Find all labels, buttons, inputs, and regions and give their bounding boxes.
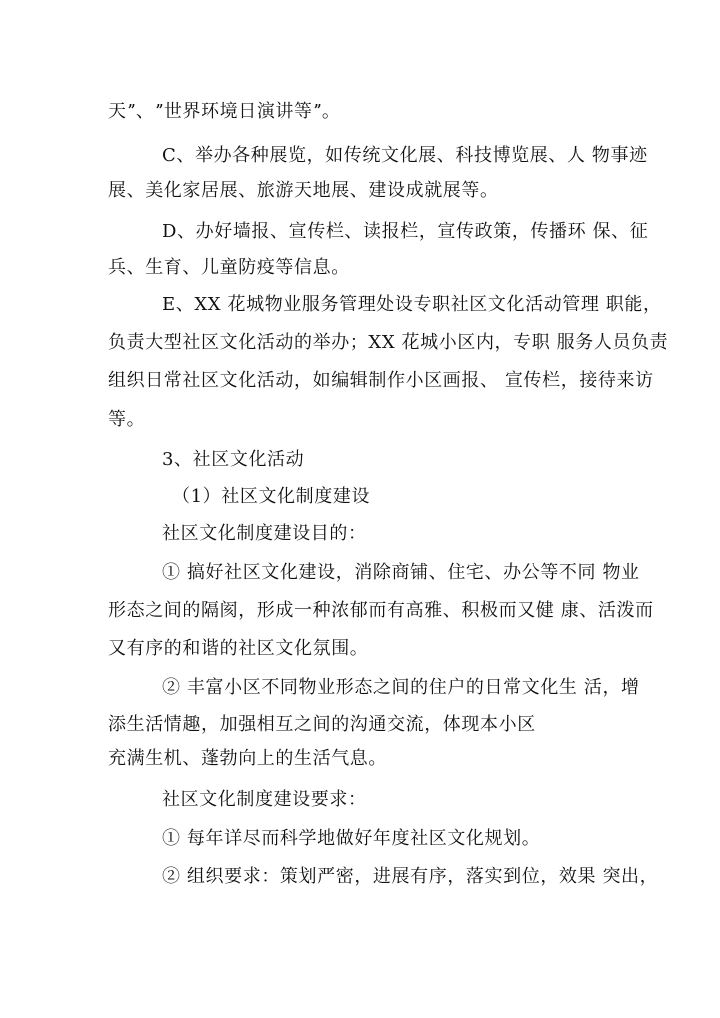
text-line: 又有序的和谐的社区文化氛围。: [108, 638, 369, 659]
paragraph-c-line: C、举办各种展览，如传统文化展、科技博览展、人 物事迹: [162, 145, 648, 166]
requirement-heading: 社区文化制度建设要求：: [162, 789, 367, 810]
purpose-item-2-line: ② 丰富小区不同物业形态之间的住户的日常文化生 活，增: [162, 677, 640, 698]
text-line: 充满生机、蓬勃向上的生活气息。: [108, 748, 387, 769]
text-line: 等。: [108, 409, 146, 430]
text-line: 组织日常社区文化活动，如编辑制作小区画报、 宣传栏，接待来访: [108, 370, 654, 391]
text-line: 兵、生育、儿童防疫等信息。: [108, 257, 350, 278]
text-line: 负责大型社区文化活动的举办；XX 花城小区内，专职 服务人员负责: [108, 332, 669, 353]
subsection-heading: （1）社区文化制度建设: [172, 486, 371, 507]
requirement-item-1: ① 每年详尽而科学地做好年度社区文化规划。: [162, 828, 541, 849]
text-line: 形态之间的隔阂，形成一种浓郁而有高雅、积极而又健 康、活泼而: [108, 600, 654, 621]
requirement-item-2: ② 组织要求：策划严密，进展有序，落实到位，效果 突出，: [162, 866, 659, 887]
text-line: 展、美化家居展、旅游天地展、建设成就展等。: [108, 180, 499, 201]
paragraph-e-line: E、XX 花城物业服务管理处设专职社区文化活动管理 职能，: [162, 294, 662, 315]
text-line: 添生活情趣，加强相互之间的沟通交流，体现本小区: [108, 714, 536, 735]
purpose-item-1-line: ① 搞好社区文化建设，消除商铺、住宅、办公等不同 物业: [162, 562, 640, 583]
text-line: 天ˮ、ˮ世界环境日演讲等ˮ。: [108, 101, 341, 122]
purpose-heading: 社区文化制度建设目的：: [162, 523, 367, 544]
section-heading: 3、社区文化活动: [162, 449, 305, 470]
paragraph-d-line: D、办好墙报、宣传栏、读报栏，宣传政策，传播环 保、征: [162, 221, 649, 242]
